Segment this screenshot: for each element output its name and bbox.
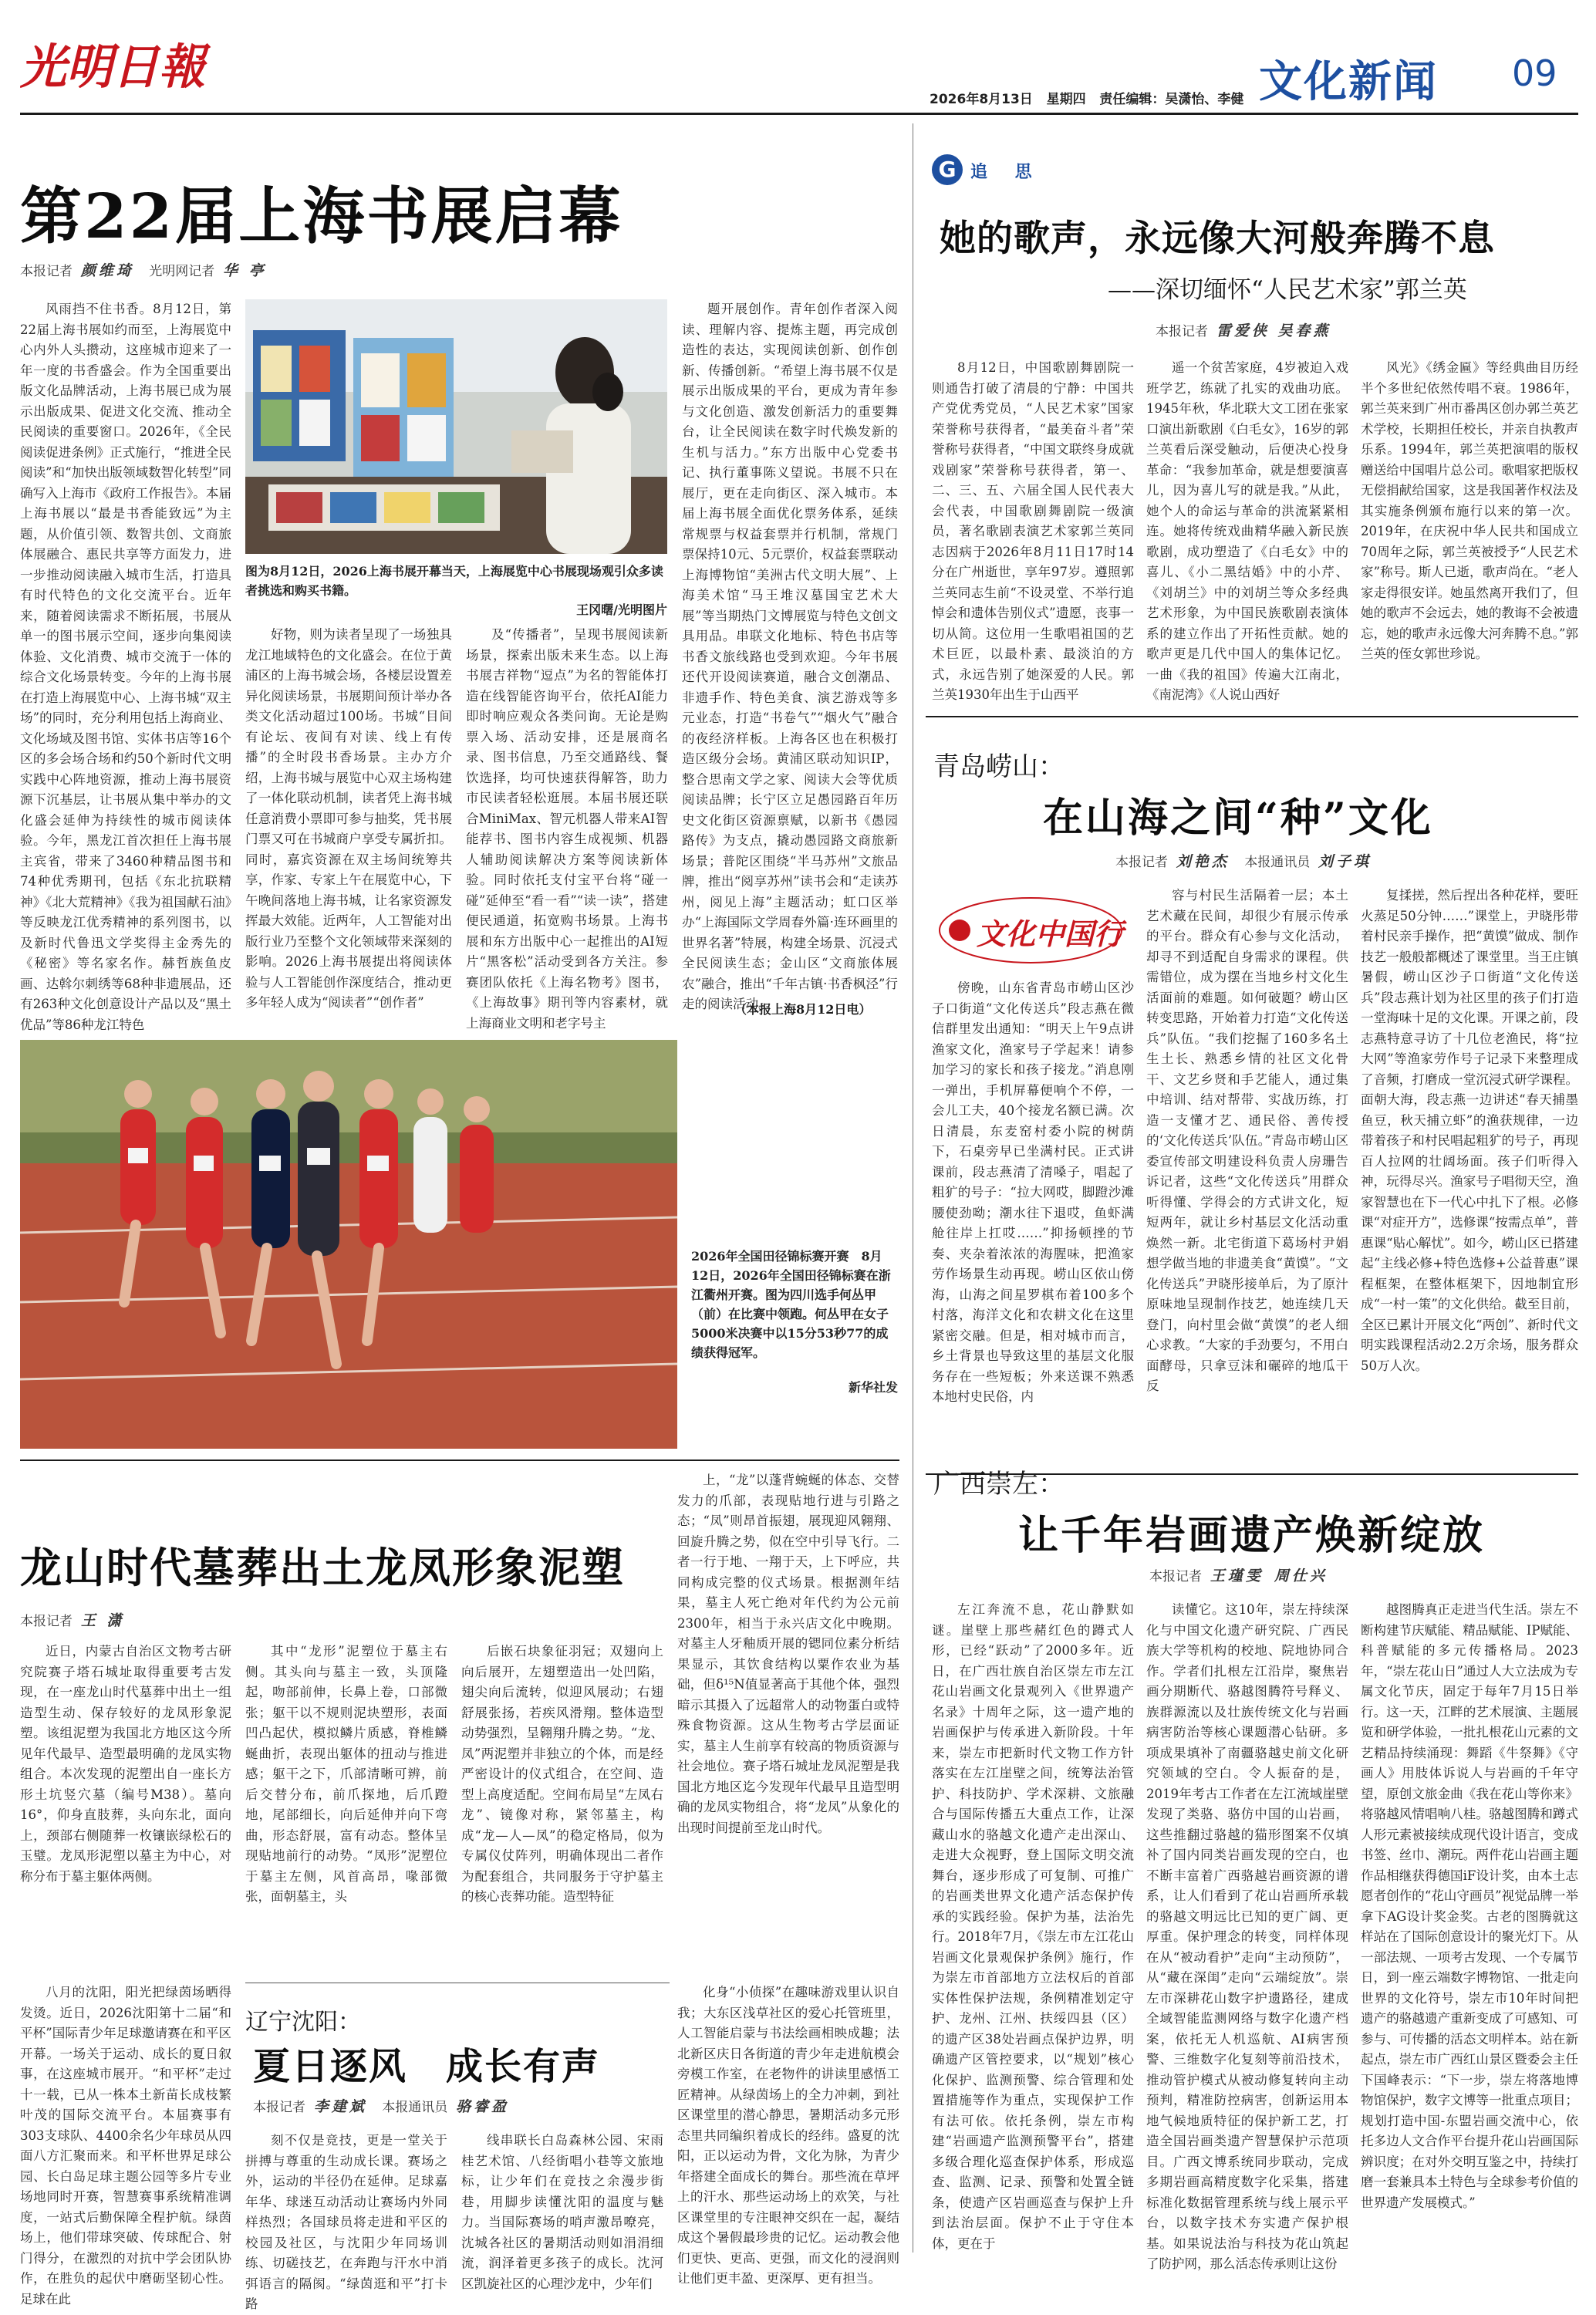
chongzuo-byline: 本报记者 王瑾雯 周仕兴 bbox=[1149, 1568, 1328, 1584]
book-fair-col-4: 题开展创作。青年创作者深入阅读、理解内容、提炼主题，再完成创造性的表达，实现阅读创新、创作创新、传播创新。“希望上海书展不仅是展示出版成果的平台，更成为青年参与文化创造、激发创新活力的重要舞台，让全民阅读在数字时代焕发新的生机与活力。”东方出版中心党委书记、执行董事陈义望说。书展不只在展厅，更在走向街区、深入城市。本届上海书展全面优化票务体系，延续常规票与权益套票并行机制，常规门票保持10元、5元票价，权益套票联动上海博物馆“美洲古代文明大展”、上海美术馆“马王堆汉墓国宝艺术大展”等当期热门文博展览与特色文创文具用品。串联文化地标、特色书店等书香文旅线路也受到欢迎。今年书展还代开设阅读赛道，融合文创潮品、非遗手作、特色美食、演艺游戏等多元业态，打造“书卷气”“烟火气”融合的夜经济样板。上海各区也在积极打造区级分会场。黄浦区联动知识IP，整合思南文学之家、阅读大会等优质阅读品牌；长宁区立足愚园路百年历史文化街区资源禀赋，以新书《愚园路传》为支点，撬动愚园路文商旅新场景；普陀区围绕“半马苏州”文旅品牌，推出“阅享苏州”读书会和“走读苏州，阅见上海”主题活动；虹口区举办“上海国际文学周春外篇·连环画里的世界名著”特展，构建全场景、沉浸式全民阅读生态；金山区“文商旅体展农”融合，推出“千年古镇·书香枫泾”行走的阅读活动。 bbox=[682, 302, 898, 1011]
book-fair-photo-caption: 图为8月12日，2026上海书展开幕当天，上海展览中心书展现场观引众多读者挑选和购买书籍。 王冈曙/光明图片 bbox=[245, 564, 667, 617]
qingdao-kicker: 青岛崂山： bbox=[933, 751, 1065, 782]
dragon-tomb-col-3: 后嵌石块象征羽冠；双翅向上向后展开，左翅塑造出一处凹陷，翅尖向后流转，似迎风展动；右翅舒展张扬，若疾风滑翔。整体造型动势强烈，呈翱翔升腾之势。“龙、凤”两泥塑并非独立的个体，而是经严密设计的仪式组合，在空间、造型上高度适配。空间布局呈“左凤右龙”、镜像对称，紧邻墓主，构成“龙—人—凤”的稳定格局，似为专属仪仗阵列，明确体现出二者作为配套组合，共同服务于守护墓主的核心丧葬功能。造型特征 bbox=[461, 1644, 663, 1904]
issue-weekday: 星期四 bbox=[1046, 92, 1086, 107]
book-fair-byline: 本报记者 颜维琦 光明网记者 华 亭 bbox=[20, 262, 267, 279]
chongzuo-headline: 让千年岩画遗产焕新绽放 bbox=[1018, 1512, 1486, 1559]
guo-lanying-col-1: 8月12日，中国歌剧舞剧院一则通告打破了清晨的宁静：中国共产党优秀党员，“人民艺术家”国家荣誉称号获得者，“最美奋斗者”荣誉称号获得者，“中国文联终身成就戏剧家”荣誉称号获得者，第一、二、三、五、六届全国人民代表大会代表，中国歌剧舞剧院一级演员，著名歌剧表演艺术家郭兰英同志因病于2026年8月11日17时14分在广州逝世，享年97岁。遵照郭兰英同志生前“不设灵堂、不举行追悼会和遗体告别仪式”遗愿，丧事一切从简。这位用一生歌唱祖国的艺术巨匠，以最朴素、最淡泊的方式，永远告别了她深爱的人民。郭兰英1930年出生于山西平 bbox=[932, 360, 1134, 702]
shenyang-col-4: 化身“小侦探”在趣味游戏里认识自我；大东区浅草社区的爱心托管班里，人工智能启蒙与书法绘画相映成趣；法北新区庆日各街道的青少年走进航模会旁模工作室，在老物件的讲读里感悟工匠精神。从绿茵场上的全力冲刺，到社区课堂里的潜心静思，暑期活动多元形态里共同编织着成长的经纬。盛夏的沈阳，正以运动为骨，文化为脉，为青少年搭建全面成长的舞台。那些流在草坪上的汗水、那些运动场上的欢笑，与社区课堂里的专注眼神交织在一起，凝结成这个暑假最珍贵的记忆。运动教会他们更快、更高、更强，而文化的浸润则让他们更丰盈、更深厚、更有担当。 bbox=[677, 1985, 899, 2286]
tribute-tag: 追 思 bbox=[970, 163, 1043, 182]
shenyang-headline: 夏日逐风 成长有声 bbox=[253, 2045, 601, 2088]
responsible-editors: 责任编辑：吴潇怡、李健 bbox=[1099, 92, 1244, 107]
qingdao-byline: 本报记者 刘艳杰 本报通讯员 刘子琪 bbox=[1115, 853, 1372, 870]
shenyang-kicker: 辽宁沈阳： bbox=[245, 2009, 361, 2036]
athletics-photo-caption: 2026年全国田径锦标赛开赛 8月12日，2026年全国田径锦标赛在浙江衢州开赛。图为四川选手何丛甲（前）在比赛中领跑。何丛甲在女子5000米决赛中以15分53秒77的成绩获得冠军。 新华社发 bbox=[691, 1249, 898, 1395]
issue-date: 2026年8月13日 bbox=[930, 92, 1033, 107]
book-fair-col-2: 好物，则为读者呈现了一场独具龙江地域特色的文化盛会。在位于黄浦区的上海书城会场，各楼层设置差异化阅读场景，书展期间预计举办各类文化活动超过100场。书城“目间有论坛、夜间有对读、线上有传播”的全时段书香场景。主办方介绍，上海书城与展览中心双主场构建了一体化联动机制，读者凭上海书城任意消费小票即可参与抽奖，凭书展门票又可在书城商户享受专属折扣。同时，嘉宾资源在双主场间统筹共享，作家、专家上午在展览中心，下午晚间落地上海书城，让名家资源发挥最大效能。近两年，人工智能对出版行业乃至整个文化领域带来深刻的影响。2026上海书展提出将阅读体验与人工智能创作深度结合，推动更多年轻人成为“阅读者”“创作者” bbox=[245, 627, 452, 1010]
section-rule bbox=[926, 716, 1578, 717]
culture-china-tour-logo: 文化中国行 bbox=[932, 886, 1129, 970]
book-fair-photo bbox=[245, 299, 667, 554]
book-fair-col-3: 及“传播者”，呈现书展阅读新场景，探索出版未来生态。以上海书展吉祥物“逗点”为名的智能体打造在线智能咨询平台，依托AI能力即时响应观众各类问询。无论是购票入场、活动安排，还是展商名录、图书信息，乃至交通路线、餐饮选择，均可快速获得解答，助力市民读者轻松逛展。本届书展还联合MiniMax、智元机器人带来AI智能荐书、图书内容生成视频、机器人辅助阅读解决方案等阅读新体验。同时依托支付宝平台将“碰一碰”延伸至“看一看”“读一读”，搭建便民通道，拓宽购书场景。上海书展和东方出版中心一起推出的AI短片“黑客松”活动受到各方关注。参赛团队依托《上海名物考》图书，《上海故事》期刊等内容素材，就上海商业文明和老字号主 bbox=[466, 627, 668, 1031]
shenyang-col-3: 线串联长白岛森林公园、宋雨桂艺术馆、八经街唱小巷等文旅地标，让少年们在竞技之余漫步街巷，用脚步读懂沈阳的温度与魅力。当国际赛场的哨声激昂嘹亮，沈城各社区的暑期活动则如涓涓细流，润泽着更多孩子的成长。沈河区凯旋社区的心理沙龙中，少年们 bbox=[461, 2133, 663, 2291]
masthead-rule bbox=[20, 113, 1578, 115]
shenyang-byline: 本报记者 李建斌 本报通讯员 骆睿盈 bbox=[253, 2098, 510, 2115]
chongzuo-col-1: 左江奔流不息，花山静默如谜。崖壁上那些赭红色的蹲式人形，已经“跃动”了2000多年。近日，在广西壮族自治区崇左市左江花山岩画文化景观列入《世界遗产名录》十周年之际，这一遗产地的岩画保护与传承进入新阶段。十年来，崇左市把新时代文物工作方针落实在左江崖壁之间，统筹法治管护、科技防护、学术深耕、文旅融合与国际传播五大重点工作，让深藏山水的骆越文化遗产走出深山、走进大众视野，登上国际文明交流舞台，逐步形成了可复制、可推广的岩画类世界文化遗产活态保护传承的实践经验。保护为基，法治先行。2018年7月，《崇左市左江花山岩画文化景观保护条例》施行，作为崇左市首部地方立法权后的首部实体性保护法规，条例精准划定守护、龙州、江州、扶绥四县（区）的遗产区38处岩画点保护边界，明确遗产区管控要求，以“规划”核心化保护、监测预警、综合管理和处置措施等作为重点，实现保护工作有法可依。依托条例，崇左市构建“岩画遗产监测预警平台”，搭建多级合理化巡查保护体系，形成巡查、监测、记录、预警和处置全链条，使遗产区岩画巡查与保护上升到法治层面。保护不止于守住本体，更在于 bbox=[932, 1602, 1134, 2251]
dragon-tomb-col-2: 其中“龙形”泥塑位于墓主右侧。其头向与墓主一致，头顶隆起，吻部前伸，长鼻上卷，口部微张；躯干以不规则泥块塑形，表面凹凸起伏，模拟鳞片质感，脊椎鳞蜒曲折，表现出躯体的扭动与推进感；躯干之下，爪部清晰可辨，前后交替分布，前爪探地，后爪蹬地，尾部细长，向后延伸并向下弯曲，形态舒展，富有动态。整体呈现贴地前行的动势。“凤形”泥塑位于墓主左侧，风首高昂，喙部微张，面朝墓主，头 bbox=[245, 1644, 447, 1904]
dragon-tomb-col-1: 近日，内蒙古自治区文物考古研究院赛子塔石城址取得重要考古发现，在一座龙山时代墓葬中出土一组造型生动、保存较好的龙凤形象泥塑。该组泥塑为我国北方地区这今所见年代最早、造型最明确的龙凤实物组合。本次发现的泥塑出自一座长方形土坑竖穴墓（编号M38）。墓向16°，仰身直肢葬，头向东北，面向上，颈部右侧随葬一枚镶嵌绿松石的玉璧。龙凤形泥塑以墓主为中心，对称分布于墓主躯体两侧。 bbox=[20, 1644, 231, 1884]
qingdao-col-3: 复揉搓，然后捏出各种花样，要旺火蒸足50分钟……”课堂上，尹晓彤带着村民亲手操作，把“黄馍”做成、制作技艺一般般都概述了课堂里。当王庄镇暑假，崂山区沙子口街道“文化传送兵”段志燕计划为社区里的孩子们打造一堂海味十足的文化课。开课之前，段志燕特意寻访了十几位老渔民，将“拉大网”等渔家劳作号子记录下来整理成了音频，打磨成一堂沉浸式研学课程。面朝大海，段志燕一边讲述“春天捕墨鱼豆，秋天捕立虾”的渔获规律，一边带着孩子和村民唱起粗犷的号子，再现百人拉网的壮阔场面。孩子们听得入神，玩得尽兴。渔家号子唱彻天空，渔家智慧也在下一代心中扎下了根。必修课“对症开方”，选修课“按需点单”，普惠课“贴心解忧”。如今，崂山区已搭建起“主线必修+特色选修+公益普惠”课程框架，在整体框架下，因地制宜形成“一村一策”的文化供给。截至目前，全区已累计开展文化“两创”、新时代文明实践课程活动2.2万余场，服务群众50万人次。 bbox=[1361, 888, 1578, 1373]
qingdao-col-2: 容与村民生活隔着一层；本土艺术藏在民间，却很少有展示传承的平台。群众有心参与文化活动，却寻不到适配自身需求的课程。供需错位，成为摆在当地乡村文化生活面前的难题。如何破题？崂山区转变思路，开始着力打造“文化传送兵”队伍。“我们挖掘了160多名土生土长、熟悉乡情的社区文化骨干、文艺乡贤和手艺能人，通过集中培训、结对帮带、实战历练，打造一支懂才艺、通民俗、善传授的‘文化传送兵’队伍。”青岛市崂山区委宣传部文明建设科负责人房珊告诉记者，这些“文化传送兵”用群众听得懂、学得会的方式讲文化，短短两年，就让乡村基层文化活动重焕然一新。北宅街道下葛场村尹娟想学做当地的非遗美食“黄馍”。“文化传送兵”尹晓彤接单后，为了原汁原味地呈现制作技艺，她连续几天登门，向村里会做“黄馍”的老人细心求教。“大家的手劲要匀，不用白面酵母，只拿豆沫和碾碎的地瓜干反 bbox=[1146, 888, 1348, 1393]
qingdao-headline: 在山海之间“种”文化 bbox=[1043, 795, 1433, 842]
guo-lanying-col-3: 风光》《绣金匾》等经典曲目历经半个多世纪依然传唱不衰。1986年，郭兰英来到广州市番禺区创办郭兰英艺术学校，长期担任校长，并亲自执教声乐系。1994年，郭兰英把演唱的版权赠送给中国唱片总公司。歌唱家把版权无偿捐献给国家，这是我国著作权法及其实施条例颁布施行以来的第一次。2019年，在庆祝中华人民共和国成立70周年之际，郭兰英被授予“人民艺术家”称号。斯人已逝，歌声尚在。“老人家走得很安详。她虽然离开我们了，但她的歌声不会远去，她的教诲不会被遗忘，她的歌声永远像大河奔腾不息。”郭兰英的侄女郭世珍说。 bbox=[1361, 360, 1578, 661]
svg-text:光明日報: 光明日報 bbox=[20, 39, 211, 95]
shenyang-col-1: 八月的沈阳，阳光把绿茵场晒得发烫。近日，2026沈阳第十二届“和平杯”国际青少年足球邀请赛在和平区开幕。一场关于运动、成长的夏日叙事，在这座城市展开。“和平杯”走过十一载，已从一株本土新苗长成枝繁叶茂的国际交流平台。本届赛事有303支球队、4400余名少年球员从四面八方汇聚而来。和平杯世界足球公园、长白岛足球主题公园等多片专业场地同时开赛，智慧赛事系统精准调度，一站式后勤保障全程护航。绿茵场上，他们带球突破、传球配合、射门得分，在激烈的对抗中学会团队协作，在胜负的起伏中磨砺坚韧心性。足球在此 bbox=[20, 1985, 231, 2307]
book-fair-col-1: 风雨挡不住书香。8月12日，第22届上海书展如约而至，上海展览中心内外人头攒动，这座城市迎来了一年一度的书香盛会。作为全国重要出版文化品牌活动，上海书展已成为展示出版成果、促进文化交流、推动全民阅读的重要窗口。2026年，《全民阅读促进条例》正式施行，“推进全民阅读”和“加快出版领域数智化转型”同确写入上海市《政府工作报告》。本届上海书展以“最是书香能致远”为主题，从价值引领、数智共创、文商旅体展融合、惠民共享等方面发力，进一步推动阅读融入城市生活，打造具有时代特色的文化交流平台。近年来，随着阅读需求不断拓展，书展从单一的图书展示空间，逐步向集阅读体验、文化消费、城市交流于一体的综合文化场景转变。今年的上海书展在打造上海展览中心、上海书城“双主场”的同时，充分利用包括上海商业、文化场域及图书馆、实体书店等16个区的多会场合场和约50个新时代文明实践中心阵地资源，推动上海书展资源下沉基层，让书展从集中举办的文化盛会延伸为持续性的城市阅读体验。今年，黑龙江首次担任上海书展主宾省，带来了3460种精品图书和74种优秀期刊，包括《东北抗联精神》《北大荒精神》《我为祖国献石油》等反映龙江优秀精神的系列图书，以及新时代鲁迅文学奖得主金秀先的《秘密》等名家名作。赫哲族鱼皮画、达斡尔刺绣等68种非遗展品，还有263种文化创意设计产品以及“黑土优品”等86种龙江特色 bbox=[20, 302, 231, 1032]
athletics-photo bbox=[20, 1040, 677, 1449]
qingdao-col-1: 傍晚，山东省青岛市崂山区沙子口街道“文化传送兵”段志燕在微信群里发出通知：“明天上午9点讲渔家文化，渔家号子学起来！请参加学习的家长和孩子接龙。”消息刚一弹出，手机屏幕便响个不停，一会儿工夫，40个接龙名额已满。次日清晨，东麦窑村委小院的树荫下，石桌旁早已坐满村民。正式讲课前，段志燕清了清嗓子，唱起了粗犷的号子：“拉大网哎，脚蹬沙滩腰使劲呦；潮水往下退哎，鱼虾满舱往岸上扛哎……”抑扬顿挫的节奏、夹杂着浓浓的海腥味，把渔家劳作场景生动再现。崂山区依山傍海，山海之间星罗棋布着100多个村落，海洋文化和农耕文化在这里紧密交融。但是，相对城市而言，乡土背景也导致这里的基层文化服务存在一些短板；外来送课不熟悉本地村史民俗，内 bbox=[932, 980, 1134, 1404]
section-name: 文化新闻 bbox=[1259, 56, 1438, 107]
newspaper-logo bbox=[20, 31, 213, 100]
chongzuo-col-2: 读懂它。这10年，崇左持续深化与中国文化遗产研究院、广西民族大学等机构的校地、院地协同合作。学者们扎根左江沿岸，聚焦岩画分期断代、骆越图腾符号释义、族群源流以及壮族传统文化与岩画病害防治等核心课题潜心钻研。多项成果填补了南疆骆越史前文化研究领域的空白。令人振奋的是，2019年考古工作者在左江流域崖壁发现了类骆、骆仿中国的山岩画，这些推翻过骆越的猫形图案不仅填补了国内同类岩画发现的空白，也不断丰富着广西骆越岩画资源的谱系，让人们看到了花山岩画所承载的骆越文明远比已知的更广阔、更厚重。保护理念的转变，同样体现在从“被动看护”走向“主动预防”，从“藏在深闺”走向“云端绽放”。崇左市深耕花山数字护遗路径，建成全域智能监测网络与数字化遗产档案，依托无人机巡航、AI病害预警、三维数字化复刻等前沿技术，推动管护模式从被动修复转向主动预判，精准防控病害，创新运用本地气候地质特征的保护新工艺，打造全国岩画类遗产智慧保护示范项目。广西文博系统同步联动，完成多期岩画高精度数字化采集，搭建标准化数据管理系统与线上展示平台，以数字技术夯实遗产保护根基。如果说法治与科技为花山筑起了防护网，那么活态传承则让这份 bbox=[1146, 1602, 1348, 2271]
book-fair-headline: 第22届上海书展启幕 bbox=[20, 180, 623, 252]
guo-lanying-subtitle: ——深切缅怀“人民艺术家”郭兰英 bbox=[1108, 276, 1467, 304]
dragon-tomb-byline: 本报记者 王 潇 bbox=[20, 1612, 125, 1629]
g-tag-icon: G bbox=[932, 154, 963, 185]
section-rule bbox=[20, 1460, 899, 1461]
page-number: 09 bbox=[1512, 52, 1557, 94]
chongzuo-col-3: 越图腾真正走进当代生活。崇左不断构建节庆赋能、精品赋能、IP赋能、科普赋能的多元传播格局。2023年，“崇左花山日”通过人大立法成为专属文化节庆，固定于每年7月15日举行。这一天，江畔的艺术展演、主题展览和研学体验，一批扎根花山元素的文艺精品持续涌现：舞蹈《牛祭舞》《守画人》用肢体诉说人与岩画的千年守望，原创文旅金曲《我在花山等你来》将骆越风情唱响八桂。骆越图腾和蹲式人形元素被接续成现代设计语言，变成书签、丝巾、潮玩。两件花山岩画主题作品相继获得德国iF设计奖，由本土志愿者创作的“花山守画员”视觉品牌一举拿下AG设计奖金奖。古老的图腾就这样站在了国际创意设计的聚光灯下。从一部法规、一项考古发现、一个专属节日，到一座云端数字博物馆、一批走向世界的文化符号，崇左市10年时间把遗产的骆越遗产重新变成了可感知、可参与、可传播的活态文明样本。站在新起点，崇左市广西红山景区暨委会主任下国峰表示：“下一步，崇左将落地博物馆保护，数字文博等一批重点项目；规划打造中国-东盟岩画交流中心，依托多边人文合作平台提升花山岩画国际辨识度；在对外交明互鉴之中，持续打磨一套兼具本土特色与全球参考价值的世界遗产发展模式。” bbox=[1361, 1602, 1578, 2210]
guo-lanying-col-2: 遥一个贫苦家庭，4岁被迫入戏班学艺，练就了扎实的戏曲功底。1945年秋，华北联大文工团在张家口演出新歌剧《白毛女》，16岁的郭兰英看后深受触动，后便决心投身革命：“我参加革命，就是想要演喜儿，因为喜儿写的就是我。”从此，她个人的命运与革命的洪流紧紧相连。她将传统戏曲精华融入新民族歌剧，成功塑造了《白毛女》中的喜儿、《小二黑结婚》中的小芹、《刘胡兰》中的刘胡兰等众多经典艺术形象，为中国民族歌剧表演体系的建立作出了开拓性贡献。她的歌声更是几代中国人的集体记忆。一曲《我的祖国》传遍大江南北，《南泥湾》《人说山西好 bbox=[1146, 360, 1348, 702]
dragon-tomb-col-4: 上，“龙”以蓬背蜿蜒的体态、交替发力的爪部，表现贴地行进与引路之态；“凤”则昂首振翅，展现迎风翱翔、回旋升腾之势，似在空中引导飞行。二者一行于地、一翔于天，上下呼应，共同构成完整的仪式场景。根据测年结果，墓主人死亡绝对年代约为公元前2300年，相当于永兴店文化中晚期。对墓主人牙釉质开展的锶同位素分析结果显示，其饮食结构以粟作农业为基础，但δ¹⁵N值显著高于其他个体，强烈暗示其摄入了远超常人的动物蛋白或特殊食物资源。这从生物考古学层面证实，墓主人生前享有较高的物质资源与社会地位。赛子塔石城址龙凤泥塑是我国北方地区迄今发现年代最早且造型明确的龙凤实物组合，将“龙凤”从象化的出现时间提前至龙山时代。 bbox=[677, 1473, 899, 1835]
guo-lanying-headline: 她的歌声，永远像大河般奔腾不息 bbox=[940, 218, 1495, 260]
guo-lanying-byline: 本报记者 雷爱侠 吴春燕 bbox=[1156, 322, 1331, 339]
dragon-tomb-headline: 龙山时代墓葬出土龙凤形象泥塑 bbox=[20, 1543, 625, 1592]
book-fair-end-note: （本报上海8月12日电） bbox=[734, 1002, 872, 1017]
chongzuo-kicker: 广西崇左： bbox=[933, 1469, 1065, 1500]
shenyang-col-2: 刻不仅是竞技，更是一堂关于拼搏与尊重的生动成长课。赛场之外，运动的半径仍在延伸。足球嘉年华、球迷互动活动让赛场内外同样热烈；各国球员将走进和平区的校园及社区，与沈阳少年同场训练、切磋技艺，在奔跑与汗水中消弭语言的隔阂。“绿茵逛和平”打卡路 bbox=[245, 2133, 447, 2311]
